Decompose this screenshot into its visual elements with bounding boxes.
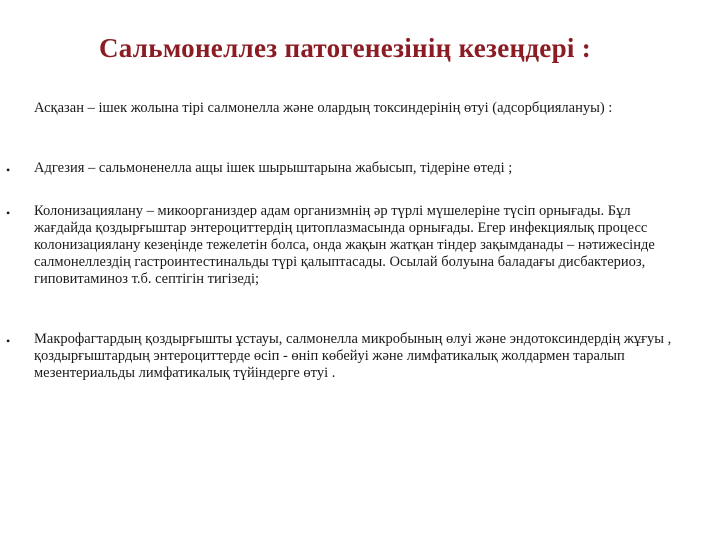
intro-text: Асқазан – ішек жолына тірі салмонелла және олардың токсиндерінің өтуі (адсорбциялануы) :	[34, 100, 613, 116]
bullet-item-colonization: Колонизациялану – микоорганиздер адам организмнің әр түрлі мүшелеріне түсіп орнығады. Бұл жағдайда қоздырғыштар энтероциттердің цитоплазмасында орнығады. Егер инфекциялық процесс колонизациялану кезеңінде тежелетін болса, онда жақын жатқан тіндер зақымданады – нәтижесінде салмонеллездің гастроинтестинальды түрі қалыптасады. Осылай болуына баладағы дисбактериоз, гиповитаминоз т.б. септігін тигізеді;	[34, 203, 655, 287]
bullet-marker: •	[6, 163, 11, 177]
bullet-item-adhesion: Адгезия – сальмоненелла ащы ішек шырыштарына жабысып, тідеріне өтеді ;	[34, 160, 513, 176]
bullet-marker: •	[6, 334, 11, 348]
bullet-marker: •	[6, 206, 11, 220]
bullet-item-macrophages: Макрофагтардың қоздырғышты ұстауы, салмонелла микробының өлуі және эндотоксиндердің жұғуы , қоздырғыштардың энтероциттерде өсіп - өніп көбейуі және лимфатикалық жолдармен таралып мезентериальды лимфатикалық түйіндерге өтуі .	[34, 331, 672, 381]
slide-title: Сальмонеллез патогенезінің кезеңдері :	[98, 33, 592, 63]
